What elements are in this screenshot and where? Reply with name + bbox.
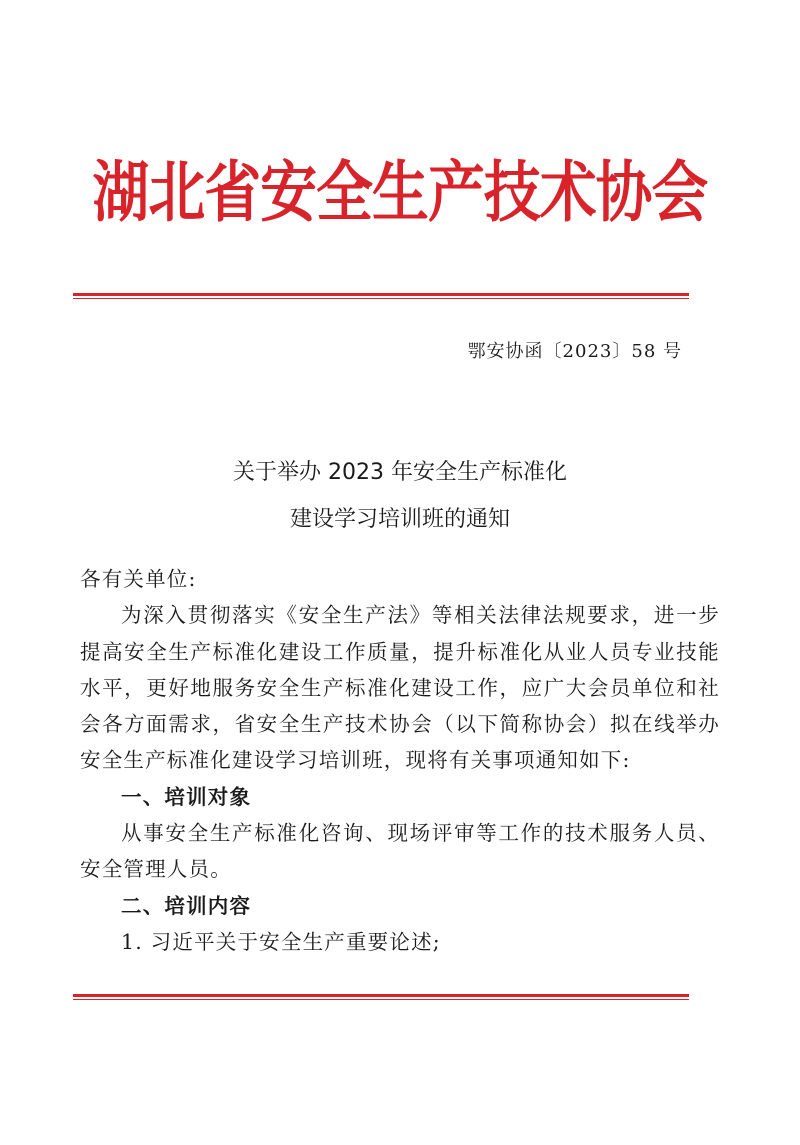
org-title: 湖北省安全生产技术协会 bbox=[92, 153, 708, 231]
salutation: 各有关单位: bbox=[80, 567, 197, 591]
section-heading-1: 一、培训对象 bbox=[121, 784, 252, 809]
section1-paragraph: 从事安全生产标准化咨询、现场评审等工作的技术服务人员、安全管理人员。 bbox=[80, 821, 720, 882]
intro-paragraph: 为深入贯彻落实《安全生产法》等相关法律法规要求，进一步提高安全生产标准化建设工作质量，提升标准化从业人员专业技能水平，更好地服务安全生产标准化建设工作，应广大会员单位和社会各方面需求，省安全生产技术协会（以下简称协会）拟在线举办安全生产标准化建设学习培训班，现将有关事项通知如下: bbox=[80, 603, 720, 773]
red-rule-top bbox=[73, 293, 689, 299]
notice-title-line1: 关于举办 2023 年安全生产标准化 bbox=[233, 460, 567, 485]
notice-title-line2: 建设学习培训班的通知 bbox=[289, 507, 510, 532]
red-rule-bottom bbox=[73, 994, 689, 1000]
notice-body bbox=[80, 561, 720, 960]
section2-item-1: 1. 习近平关于安全生产重要论述; bbox=[121, 929, 441, 954]
document-number: 鄂安协函〔2023〕58 号 bbox=[467, 341, 682, 362]
section-heading-2: 二、培训内容 bbox=[121, 893, 252, 918]
